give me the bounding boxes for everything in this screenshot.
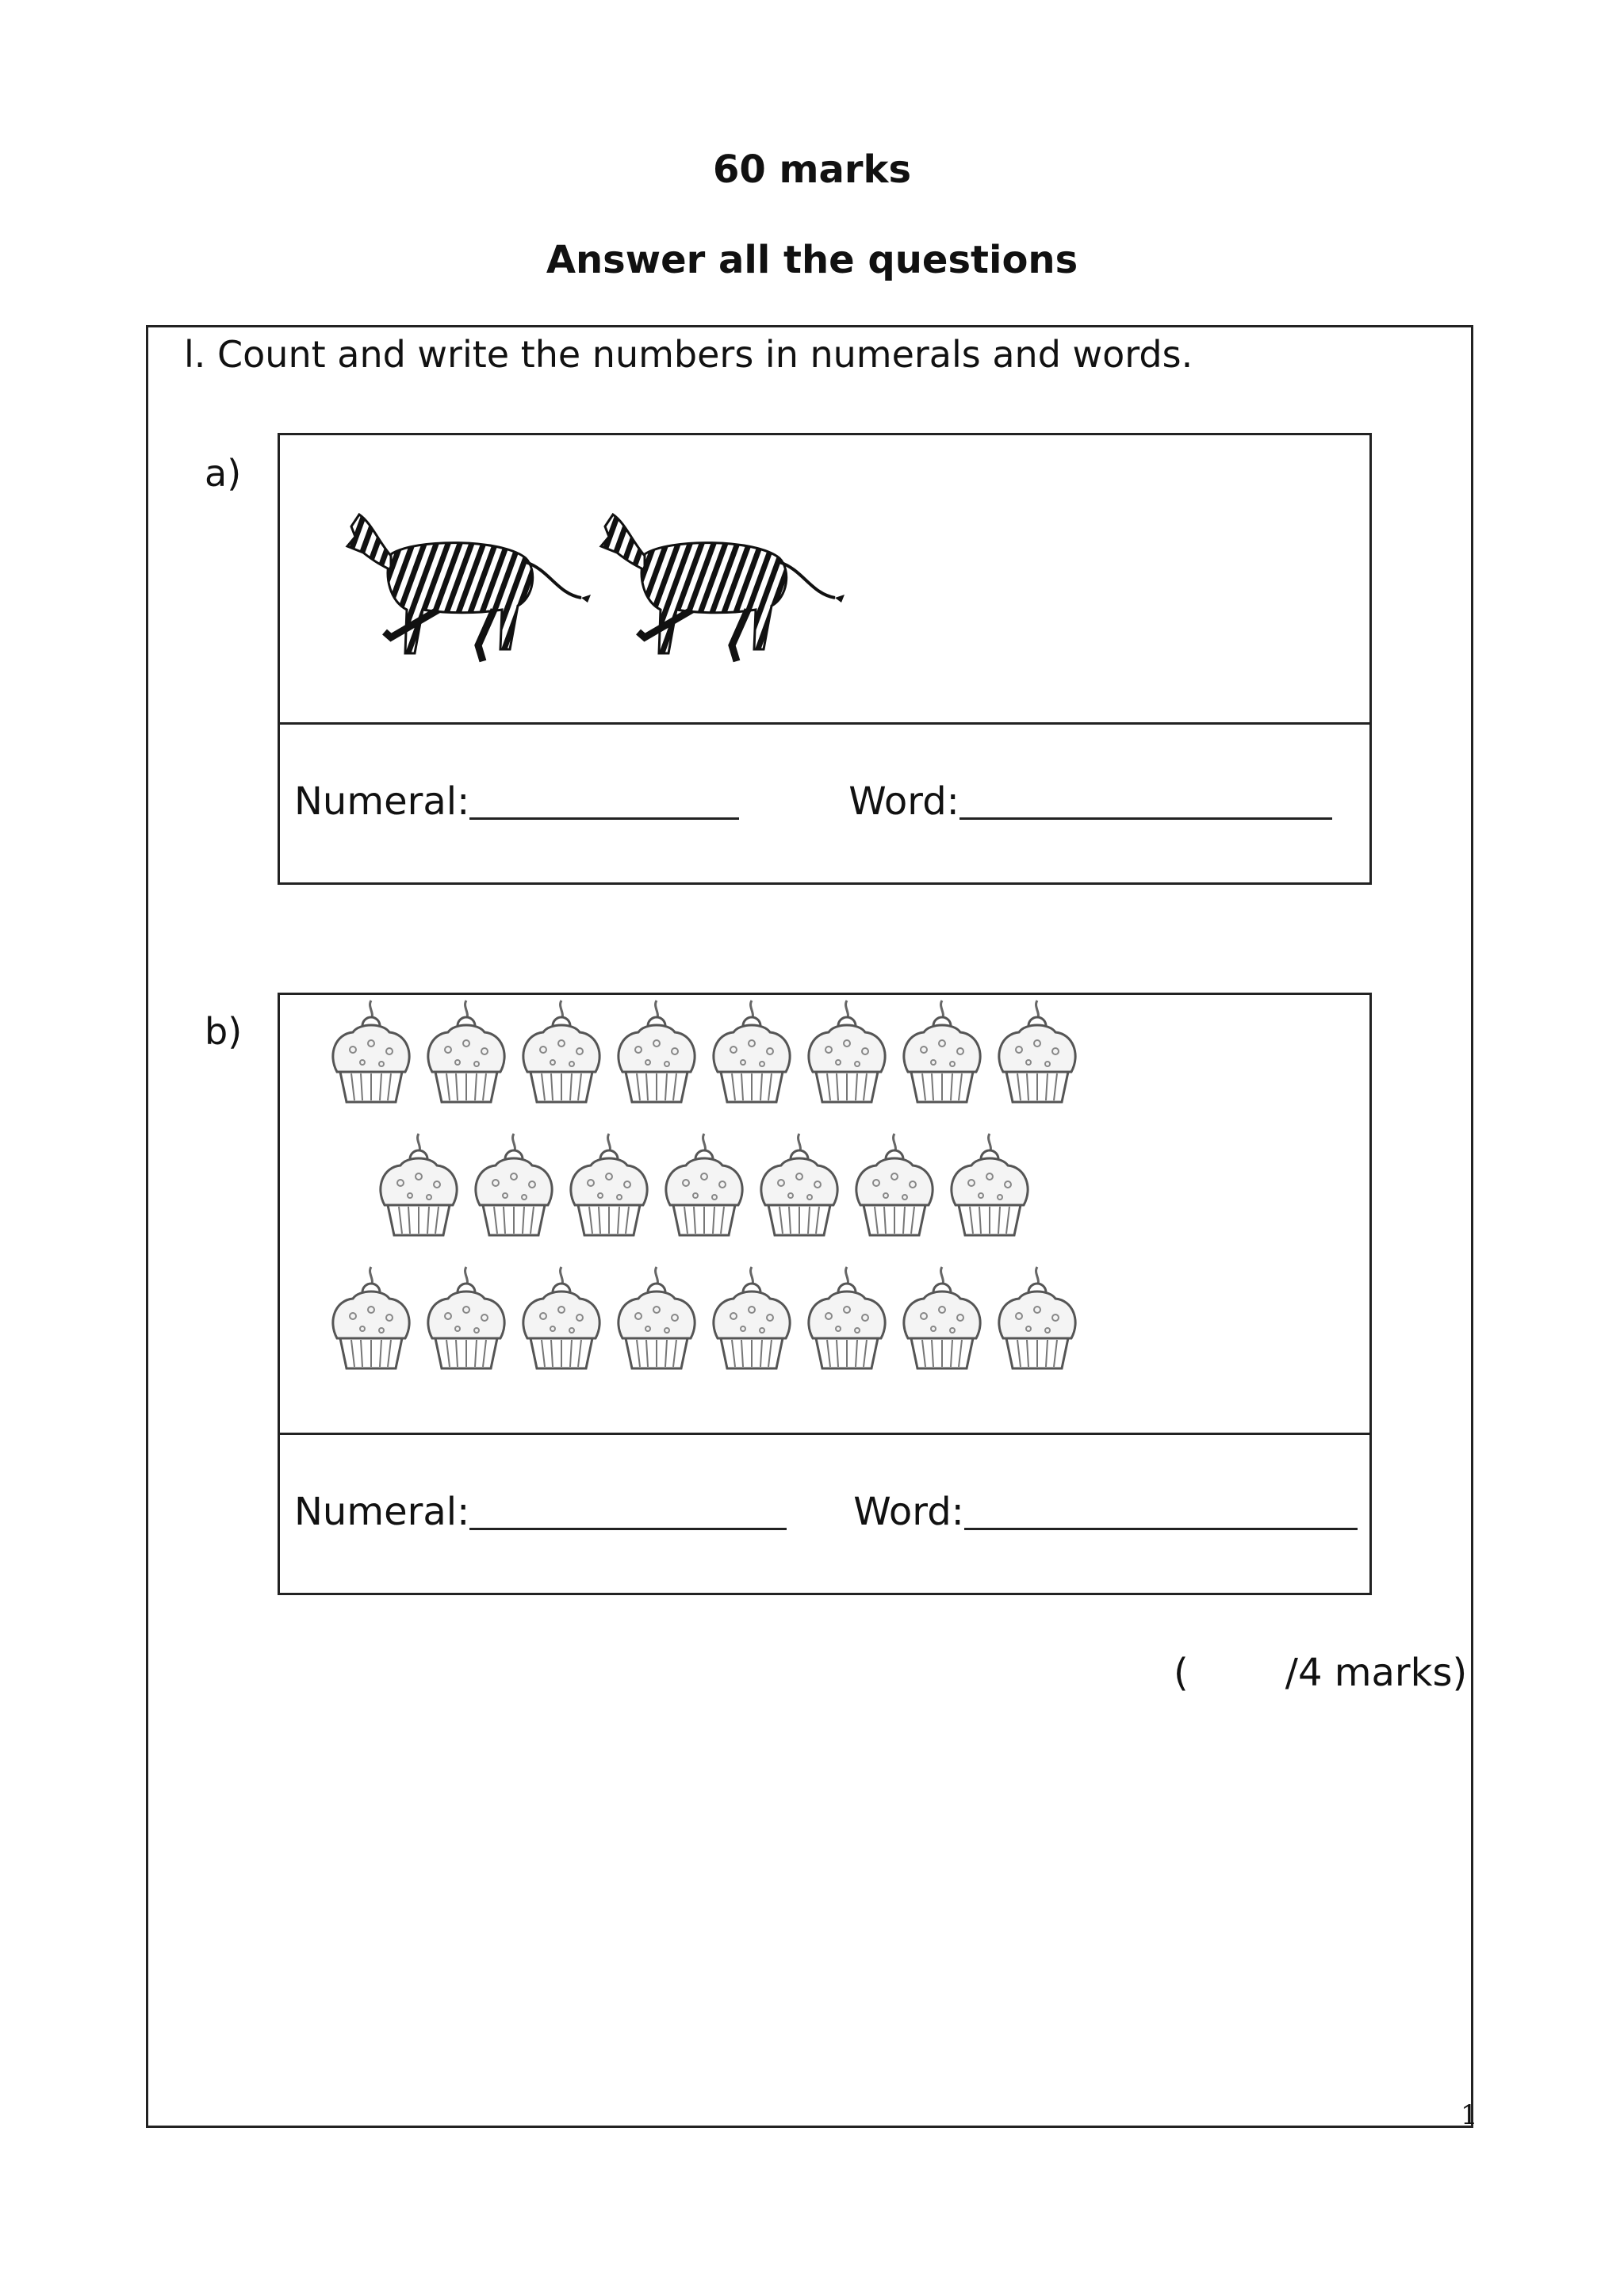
cupcake bbox=[714, 1267, 790, 1368]
cupcake bbox=[666, 1134, 742, 1235]
cupcake bbox=[904, 1001, 980, 1102]
cupcake bbox=[809, 1001, 885, 1102]
zebra-picture bbox=[343, 491, 851, 697]
zebra-1 bbox=[347, 515, 591, 661]
cupcake bbox=[428, 1001, 504, 1102]
cupcake bbox=[476, 1134, 552, 1235]
cupcake bbox=[523, 1001, 599, 1102]
question-text: l. Count and write the numbers in numerals and words. bbox=[184, 333, 1193, 376]
part-b-numeral-blank[interactable] bbox=[469, 1493, 787, 1530]
cupcake bbox=[523, 1267, 599, 1368]
page-number: 1 bbox=[1461, 2099, 1478, 2131]
part-b-numeral-label: Numeral: bbox=[294, 1489, 470, 1534]
part-a-word-blank[interactable] bbox=[959, 783, 1332, 820]
part-b-picture-area bbox=[280, 995, 1369, 1435]
part-b-word-blank[interactable] bbox=[964, 1493, 1358, 1530]
cupcake bbox=[428, 1267, 504, 1368]
part-a-answer-row bbox=[280, 720, 1369, 882]
cupcake bbox=[999, 1267, 1075, 1368]
cupcake-picture bbox=[312, 987, 1105, 1399]
cupcake bbox=[761, 1134, 837, 1235]
cupcake bbox=[856, 1134, 933, 1235]
cupcake bbox=[904, 1267, 980, 1368]
cupcake bbox=[619, 1001, 695, 1102]
cupcake bbox=[952, 1134, 1028, 1235]
total-marks-heading: 60 marks bbox=[712, 147, 912, 192]
part-a-box bbox=[278, 433, 1372, 885]
zebra-2 bbox=[601, 515, 845, 661]
part-b-word-label: Word: bbox=[853, 1489, 964, 1534]
part-a-label: a) bbox=[205, 452, 242, 495]
cupcake bbox=[333, 1267, 409, 1368]
cupcake bbox=[809, 1267, 885, 1368]
cupcake bbox=[571, 1134, 647, 1235]
cupcake bbox=[999, 1001, 1075, 1102]
part-a-word-label: Word: bbox=[848, 779, 959, 824]
part-a-picture-area bbox=[280, 435, 1369, 725]
part-a-numeral-label: Numeral: bbox=[294, 779, 470, 824]
instruction-heading: Answer all the questions bbox=[546, 238, 1078, 282]
part-b-label: b) bbox=[205, 1010, 243, 1053]
part-b-answer-row bbox=[280, 1430, 1369, 1593]
cupcake bbox=[333, 1001, 409, 1102]
marks-note: ( /4 marks) bbox=[1174, 1651, 1468, 1695]
cupcake bbox=[381, 1134, 457, 1235]
part-a-numeral-blank[interactable] bbox=[469, 783, 739, 820]
cupcake bbox=[714, 1001, 790, 1102]
cupcake bbox=[619, 1267, 695, 1368]
part-b-box bbox=[278, 993, 1372, 1595]
